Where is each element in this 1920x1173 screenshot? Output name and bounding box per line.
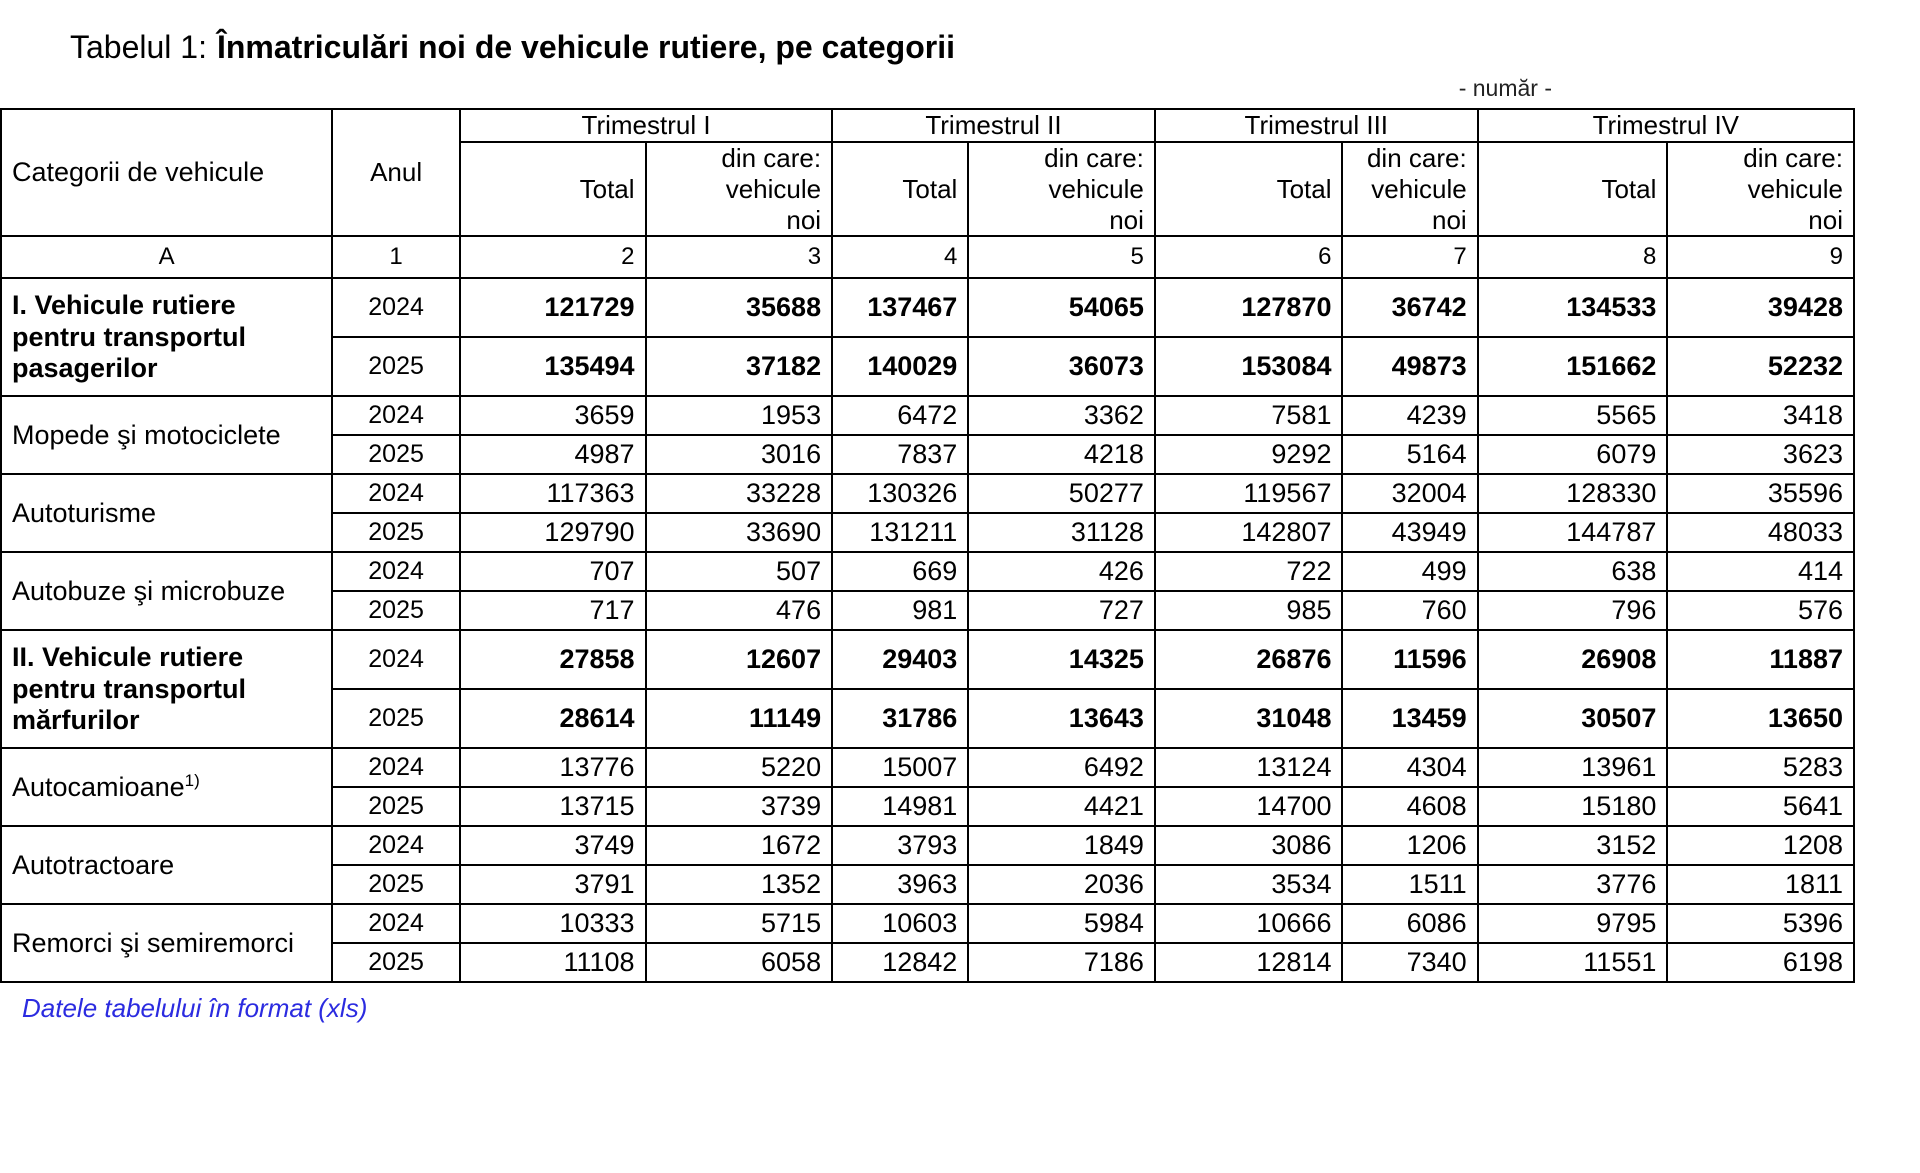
data-cell: 6086 <box>1342 904 1477 943</box>
data-cell: 4304 <box>1342 748 1477 787</box>
data-cell: 153084 <box>1155 337 1343 396</box>
row-year: 2025 <box>332 787 460 826</box>
row-year: 2024 <box>332 474 460 513</box>
data-cell: 6492 <box>968 748 1155 787</box>
data-cell: 35688 <box>646 278 833 337</box>
data-cell: 5164 <box>1342 435 1477 474</box>
data-cell: 9795 <box>1478 904 1668 943</box>
header-q3-of-which <box>1342 142 1477 236</box>
data-cell: 142807 <box>1155 513 1343 552</box>
header-quarter-1: Trimestrul I <box>460 109 832 142</box>
data-cell: 1206 <box>1342 826 1477 865</box>
header-row-top <box>1 109 1854 142</box>
data-cell: 7837 <box>832 435 968 474</box>
data-cell: 26908 <box>1478 630 1668 689</box>
row-category-label: I. Vehicule rutiere pentru transportul pasagerilor <box>1 278 332 396</box>
page-title <box>0 0 1920 71</box>
data-cell: 28614 <box>460 689 646 748</box>
table-container <box>0 108 1920 983</box>
data-cell: 3749 <box>460 826 646 865</box>
data-cell: 119567 <box>1155 474 1343 513</box>
data-cell: 476 <box>646 591 833 630</box>
table-row <box>1 748 1854 787</box>
data-cell: 11887 <box>1667 630 1854 689</box>
data-cell: 1352 <box>646 865 833 904</box>
data-cell: 10603 <box>832 904 968 943</box>
row-category-label: Autoturisme <box>1 474 332 552</box>
data-cell: 3623 <box>1667 435 1854 474</box>
data-cell: 15007 <box>832 748 968 787</box>
data-cell: 12842 <box>832 943 968 982</box>
of-which-line-1: din care: <box>1366 143 1467 174</box>
of-which-line-3: noi <box>1808 204 1843 235</box>
row-year: 2024 <box>332 748 460 787</box>
data-cell: 33690 <box>646 513 833 552</box>
data-cell: 48033 <box>1667 513 1854 552</box>
data-cell: 11551 <box>1478 943 1668 982</box>
of-which-line-2: vehicule <box>1747 173 1843 204</box>
data-cell: 6472 <box>832 396 968 435</box>
data-cell: 499 <box>1342 552 1477 591</box>
colnum-3: 3 <box>646 236 833 278</box>
data-cell: 1511 <box>1342 865 1477 904</box>
data-cell: 3152 <box>1478 826 1668 865</box>
header-year: Anul <box>332 109 460 236</box>
data-cell: 717 <box>460 591 646 630</box>
data-cell: 31048 <box>1155 689 1343 748</box>
data-cell: 36742 <box>1342 278 1477 337</box>
header-q2-of-which <box>968 142 1155 236</box>
data-cell: 26876 <box>1155 630 1343 689</box>
data-cell: 5984 <box>968 904 1155 943</box>
column-number-row <box>1 236 1854 278</box>
data-cell: 1811 <box>1667 865 1854 904</box>
data-cell: 3534 <box>1155 865 1343 904</box>
data-cell: 31786 <box>832 689 968 748</box>
data-cell: 426 <box>968 552 1155 591</box>
data-cell: 13459 <box>1342 689 1477 748</box>
data-cell: 15180 <box>1478 787 1668 826</box>
row-category-label: Autotractoare <box>1 826 332 904</box>
data-cell: 3016 <box>646 435 833 474</box>
header-quarter-2: Trimestrul II <box>832 109 1155 142</box>
table-number-label: Tabelul 1: <box>70 29 207 65</box>
data-cell: 13650 <box>1667 689 1854 748</box>
data-cell: 49873 <box>1342 337 1477 396</box>
row-year: 2024 <box>332 630 460 689</box>
data-cell: 6058 <box>646 943 833 982</box>
data-cell: 1849 <box>968 826 1155 865</box>
data-cell: 14700 <box>1155 787 1343 826</box>
data-cell: 3659 <box>460 396 646 435</box>
data-cell: 638 <box>1478 552 1668 591</box>
of-which-line-1: din care: <box>1743 143 1843 174</box>
registrations-table <box>0 108 1855 983</box>
table-row <box>1 826 1854 865</box>
data-cell: 37182 <box>646 337 833 396</box>
data-cell: 4987 <box>460 435 646 474</box>
header-q2-total: Total <box>832 142 968 236</box>
data-cell: 36073 <box>968 337 1155 396</box>
data-cell: 5396 <box>1667 904 1854 943</box>
row-year: 2025 <box>332 513 460 552</box>
data-cell: 414 <box>1667 552 1854 591</box>
data-cell: 27858 <box>460 630 646 689</box>
header-quarter-4: Trimestrul IV <box>1478 109 1854 142</box>
row-year: 2025 <box>332 337 460 396</box>
data-cell: 135494 <box>460 337 646 396</box>
table-body <box>1 278 1854 982</box>
data-cell: 29403 <box>832 630 968 689</box>
data-cell: 5565 <box>1478 396 1668 435</box>
of-which-line-3: noi <box>786 204 822 235</box>
row-year: 2025 <box>332 865 460 904</box>
of-which-line-3: noi <box>1109 204 1144 235</box>
of-which-line-1: din care: <box>1044 143 1144 174</box>
data-cell: 4608 <box>1342 787 1477 826</box>
data-cell: 985 <box>1155 591 1343 630</box>
data-cell: 43949 <box>1342 513 1477 552</box>
data-cell: 981 <box>832 591 968 630</box>
row-year: 2025 <box>332 435 460 474</box>
row-category-label: Mopede şi motociclete <box>1 396 332 474</box>
data-cell: 14981 <box>832 787 968 826</box>
data-cell: 14325 <box>968 630 1155 689</box>
data-cell: 50277 <box>968 474 1155 513</box>
data-cell: 2036 <box>968 865 1155 904</box>
data-cell: 7340 <box>1342 943 1477 982</box>
data-cell: 3739 <box>646 787 833 826</box>
colnum-1: 1 <box>332 236 460 278</box>
data-cell: 3963 <box>832 865 968 904</box>
data-cell: 11108 <box>460 943 646 982</box>
colnum-5: 5 <box>968 236 1155 278</box>
data-cell: 117363 <box>460 474 646 513</box>
of-which-line-2: vehicule <box>725 173 822 204</box>
data-cell: 7186 <box>968 943 1155 982</box>
row-year: 2024 <box>332 826 460 865</box>
table-title-text: Înmatriculări noi de vehicule rutiere, pe categorii <box>216 29 955 65</box>
data-cell: 13124 <box>1155 748 1343 787</box>
data-cell: 5283 <box>1667 748 1854 787</box>
row-year: 2024 <box>332 552 460 591</box>
data-cell: 3791 <box>460 865 646 904</box>
data-cell: 4218 <box>968 435 1155 474</box>
of-which-line-2: vehicule <box>1048 173 1144 204</box>
data-cell: 576 <box>1667 591 1854 630</box>
data-cell: 6079 <box>1478 435 1668 474</box>
data-cell: 5220 <box>646 748 833 787</box>
footnote-marker: 1) <box>184 770 200 790</box>
row-category-label: Autobuze şi microbuze <box>1 552 332 630</box>
row-year: 2025 <box>332 689 460 748</box>
data-cell: 507 <box>646 552 833 591</box>
header-q3-total: Total <box>1155 142 1343 236</box>
header-q4-of-which <box>1667 142 1854 236</box>
data-cell: 3793 <box>832 826 968 865</box>
data-cell: 5641 <box>1667 787 1854 826</box>
colnum-2: 2 <box>460 236 646 278</box>
data-cell: 39428 <box>1667 278 1854 337</box>
table-row <box>1 278 1854 337</box>
data-cell: 3418 <box>1667 396 1854 435</box>
colnum-4: 4 <box>832 236 968 278</box>
table-row <box>1 396 1854 435</box>
data-cell: 130326 <box>832 474 968 513</box>
data-cell: 707 <box>460 552 646 591</box>
data-cell: 669 <box>832 552 968 591</box>
header-q4-total: Total <box>1478 142 1668 236</box>
data-cell: 3776 <box>1478 865 1668 904</box>
colnum-8: 8 <box>1478 236 1668 278</box>
unit-note: - număr - <box>1458 75 1552 102</box>
data-cell: 727 <box>968 591 1155 630</box>
data-cell: 54065 <box>968 278 1155 337</box>
data-cell: 3362 <box>968 396 1155 435</box>
data-cell: 144787 <box>1478 513 1668 552</box>
data-cell: 137467 <box>832 278 968 337</box>
data-cell: 1208 <box>1667 826 1854 865</box>
xls-download-link[interactable]: Datele tabelului în format (xls) <box>22 993 368 1024</box>
data-cell: 4421 <box>968 787 1155 826</box>
row-year: 2024 <box>332 904 460 943</box>
data-cell: 4239 <box>1342 396 1477 435</box>
table-row <box>1 904 1854 943</box>
data-cell: 11596 <box>1342 630 1477 689</box>
row-year: 2025 <box>332 591 460 630</box>
header-quarter-3: Trimestrul III <box>1155 109 1478 142</box>
table-row <box>1 630 1854 689</box>
row-category-label: Remorci şi semiremorci <box>1 904 332 982</box>
data-cell: 7581 <box>1155 396 1343 435</box>
table-row <box>1 552 1854 591</box>
row-category-label: II. Vehicule rutiere pentru transportul mărfurilor <box>1 630 332 748</box>
data-cell: 3086 <box>1155 826 1343 865</box>
table-header <box>1 109 1854 278</box>
data-cell: 121729 <box>460 278 646 337</box>
data-cell: 131211 <box>832 513 968 552</box>
colnum-7: 7 <box>1342 236 1477 278</box>
data-cell: 35596 <box>1667 474 1854 513</box>
data-cell: 760 <box>1342 591 1477 630</box>
data-cell: 31128 <box>968 513 1155 552</box>
data-cell: 9292 <box>1155 435 1343 474</box>
data-cell: 10333 <box>460 904 646 943</box>
data-cell: 134533 <box>1478 278 1668 337</box>
row-year: 2024 <box>332 396 460 435</box>
header-category: Categorii de vehicule <box>1 109 332 236</box>
data-cell: 52232 <box>1667 337 1854 396</box>
data-cell: 13961 <box>1478 748 1668 787</box>
data-cell: 30507 <box>1478 689 1668 748</box>
data-cell: 13776 <box>460 748 646 787</box>
colnum-A: A <box>1 236 332 278</box>
data-cell: 13715 <box>460 787 646 826</box>
data-cell: 5715 <box>646 904 833 943</box>
data-cell: 1953 <box>646 396 833 435</box>
data-cell: 6198 <box>1667 943 1854 982</box>
data-cell: 11149 <box>646 689 833 748</box>
data-cell: 32004 <box>1342 474 1477 513</box>
data-cell: 12607 <box>646 630 833 689</box>
data-cell: 722 <box>1155 552 1343 591</box>
data-cell: 13643 <box>968 689 1155 748</box>
of-which-line-2: vehicule <box>1371 173 1467 204</box>
row-category-label: Autocamioane$^{1)}$ <box>1 748 332 826</box>
table-row <box>1 474 1854 513</box>
data-cell: 10666 <box>1155 904 1343 943</box>
header-q1-total: Total <box>460 142 646 236</box>
data-cell: 127870 <box>1155 278 1343 337</box>
data-cell: 151662 <box>1478 337 1668 396</box>
data-cell: 12814 <box>1155 943 1343 982</box>
of-which-line-1: din care: <box>721 143 822 174</box>
row-year: 2025 <box>332 943 460 982</box>
of-which-line-3: noi <box>1431 204 1467 235</box>
data-cell: 796 <box>1478 591 1668 630</box>
data-cell: 140029 <box>832 337 968 396</box>
row-year: 2024 <box>332 278 460 337</box>
header-q1-of-which <box>646 142 833 236</box>
colnum-9: 9 <box>1667 236 1854 278</box>
data-cell: 129790 <box>460 513 646 552</box>
data-cell: 128330 <box>1478 474 1668 513</box>
colnum-6: 6 <box>1155 236 1343 278</box>
data-cell: 33228 <box>646 474 833 513</box>
data-cell: 1672 <box>646 826 833 865</box>
